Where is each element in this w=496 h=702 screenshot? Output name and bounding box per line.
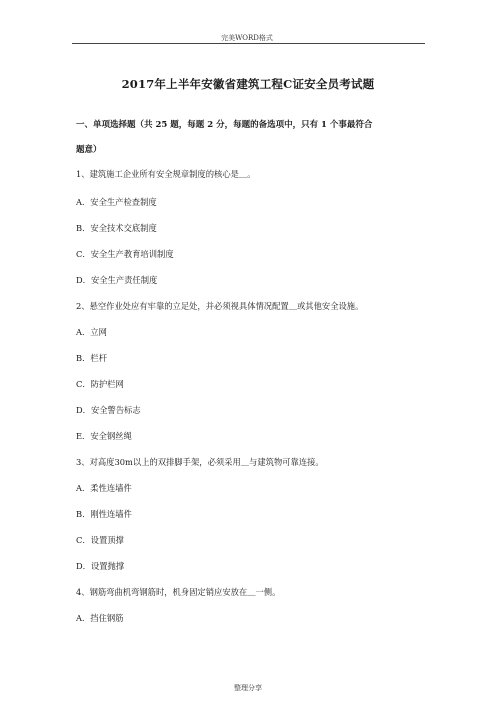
section-heading-line-1: 一、单项选择题（共 25 题，每题 2 分，每题的备选项中，只有 1 个事最符合: [76, 120, 373, 130]
question-1-option-b: B．安全技术交底制度: [76, 223, 157, 233]
question-2-option-a: A．立网: [76, 327, 107, 337]
header-divider: [72, 43, 425, 44]
document-title: 2017年上半年安徽省建筑工程C证安全员考试题: [121, 77, 375, 91]
question-4-stem: 4、钢筋弯曲机弯钢筋时，机身固定销应安放在＿一侧。: [76, 587, 281, 597]
question-2-option-d: D．安全警告标志: [76, 405, 141, 415]
question-2-stem: 2、悬空作业处应有牢靠的立足处，并必须视具体情况配置＿或其他安全设施。: [76, 301, 364, 311]
question-3-option-a: A．柔性连墙件: [76, 483, 132, 493]
question-3-option-b: B．刚性连墙件: [76, 509, 132, 519]
question-3-stem: 3、对高度30m以上的双排脚手架，必须采用＿与建筑物可靠连接。: [76, 457, 324, 467]
question-2-option-c: C．防护栏网: [76, 379, 124, 389]
question-1-option-c: C．安全生产教育培训制度: [76, 249, 174, 259]
question-1-stem: 1、建筑施工企业所有安全规章制度的核心是＿。: [76, 169, 256, 179]
page-header: 完美WORD格式: [221, 34, 273, 42]
section-heading-line-2: 题意）: [76, 145, 102, 155]
question-3-option-c: C．设置顶撑: [76, 535, 124, 545]
page-footer: 整理分享: [234, 684, 262, 692]
question-1-option-a: A．安全生产检查制度: [76, 197, 157, 207]
question-4-option-a: A．挡住钢筋: [76, 613, 124, 623]
question-2-option-b: B．栏杆: [76, 353, 107, 363]
question-2-option-e: E．安全钢丝绳: [76, 431, 132, 441]
question-1-option-d: D．安全生产责任制度: [76, 275, 158, 285]
question-3-option-d: D．设置抛撑: [76, 561, 125, 571]
section-heading: [76, 113, 428, 163]
